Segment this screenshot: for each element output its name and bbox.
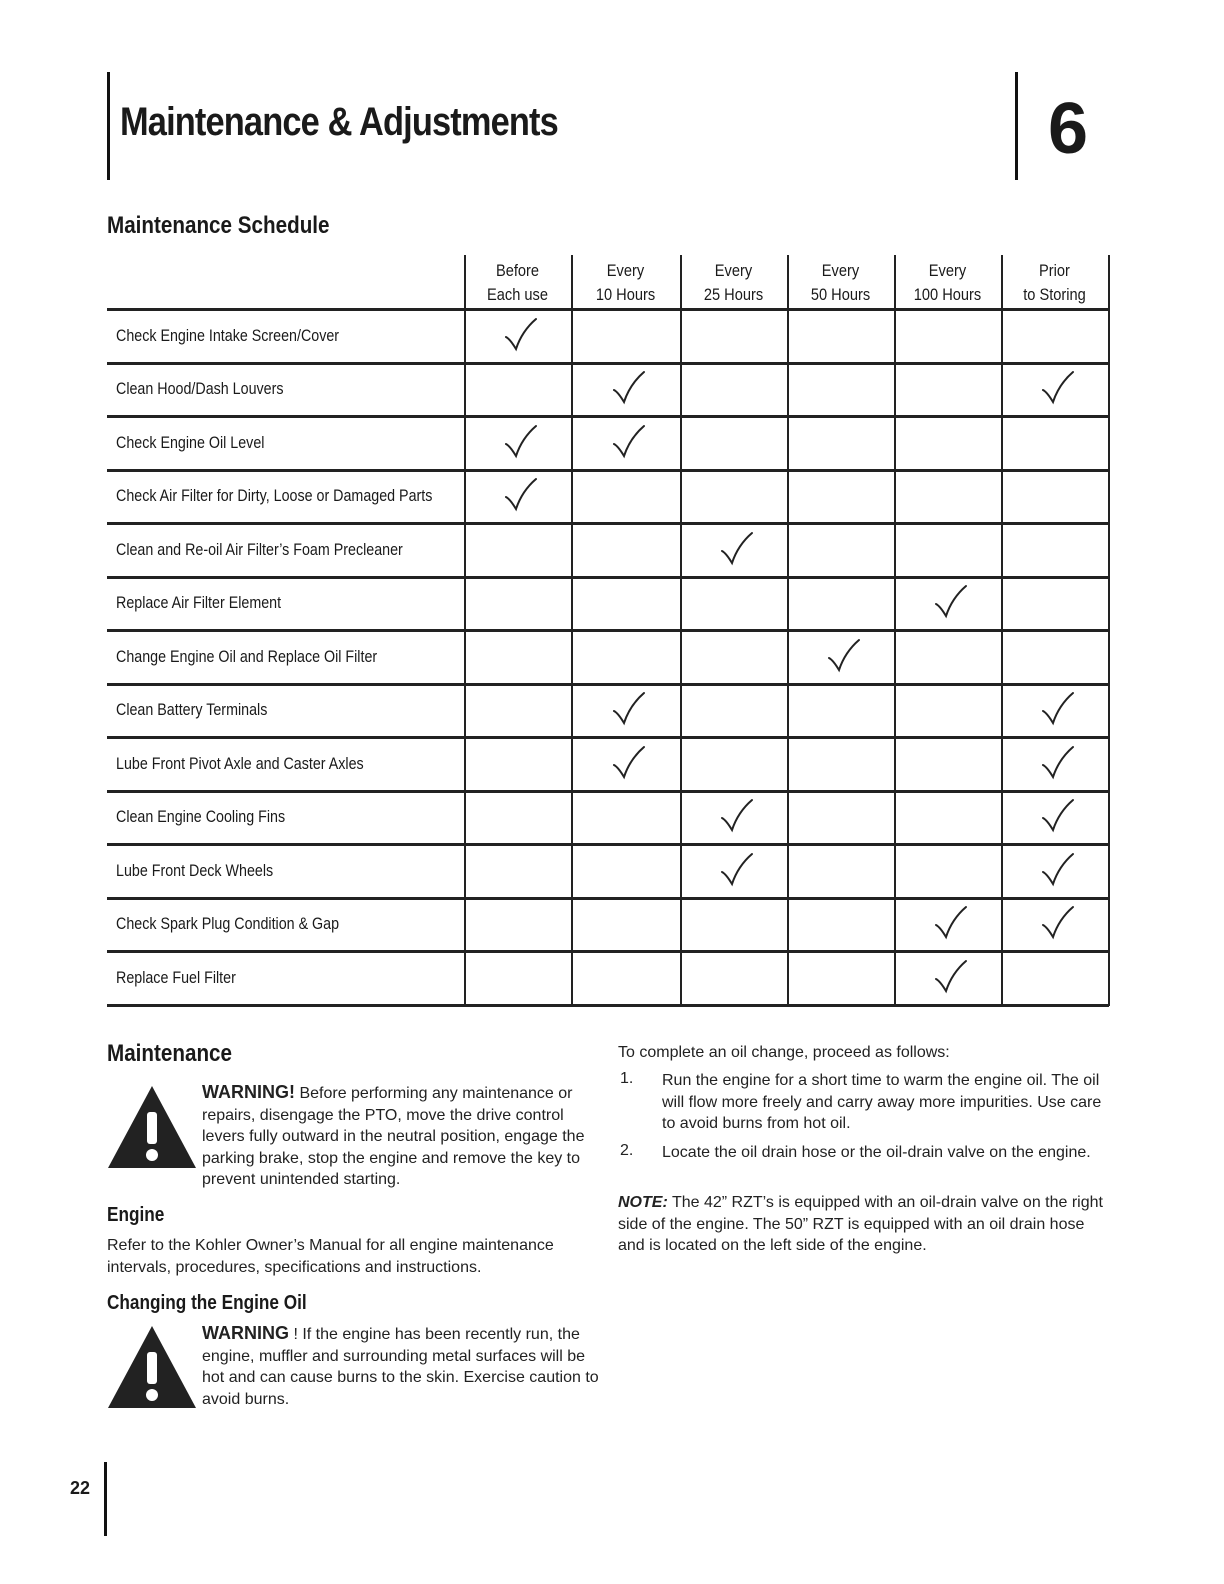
column-header-line1: Every [821,261,860,280]
table-row-label: Lube Front Pivot Axle and Caster Axles [116,753,364,773]
chapter-number: 6 [1048,89,1089,169]
checkmark-stroke [1043,747,1073,777]
table-row-rule [107,415,1109,418]
column-header-line2: 100 Hours [913,285,982,304]
checkmark-stroke [1043,372,1073,402]
checkmark-stroke [614,426,644,456]
table-row-rule [107,950,1109,953]
checkmark-stroke [1043,693,1073,723]
column-header-line1: Every [714,261,753,280]
schedule-heading: Maintenance Schedule [107,212,330,239]
table-row-label: Check Spark Plug Condition & Gap [116,914,340,934]
checkmark-icon [716,529,756,569]
table-row-rule [107,1004,1109,1007]
engine-text: Refer to the Kohler Owner’s Manual for all engine maintenance intervals, procedures, specifications and instructions. [107,1237,554,1276]
checkmark-stroke [829,640,859,670]
oil-change-heading: Changing the Engine Oil [107,1292,307,1314]
checkmark-stroke [506,319,536,349]
column-header-line2: 10 Hours [595,285,656,304]
oil-change-intro: To complete an oil change, proceed as follows: [618,1044,950,1061]
table-row-label: Replace Fuel Filter [116,967,236,987]
step-number: 2. [620,1142,634,1159]
note-label: NOTE: [618,1194,668,1211]
page-number-rule [104,1462,107,1536]
note-text: The 42” RZT’s is equipped with an oil-drain valve on the right side of the engine. The 50” RZT is equipped with an oil drain hose and is located on the left side of the engine. [618,1194,1103,1254]
checkmark-icon [608,743,648,783]
table-row-label: Change Engine Oil and Replace Oil Filter [116,646,378,666]
table-row-rule [107,469,1109,472]
table-row-rule [107,897,1109,900]
table-row-rule [107,362,1109,365]
checkmark-icon [930,957,970,997]
checkmark-icon [823,636,863,676]
warning-label: WARNING [202,1323,289,1343]
column-header-line1: Before [495,261,540,280]
table-row-label: Check Engine Intake Screen/Cover [116,325,340,345]
table-row-rule [107,843,1109,846]
engine-heading: Engine [107,1204,165,1226]
checkmark-stroke [1043,907,1073,937]
checkmark-icon [930,582,970,622]
column-header-line1: Every [928,261,967,280]
table-row-label: Check Engine Oil Level [116,432,265,452]
column-header [894,259,1001,307]
column-header [1001,259,1108,307]
checkmark-stroke [1043,854,1073,884]
checkmark-stroke [722,854,752,884]
page-number: 22 [70,1478,91,1498]
column-header [680,259,787,307]
step-number: 1. [620,1070,634,1087]
title-rule-right [1015,72,1018,180]
warning-body: Before performing any maintenance or repairs, disengage the PTO, move the drive control levers fully outward in the neutral position, engage the parking brake, stop the engine and remove the key to prevent unintended starting. [202,1085,585,1188]
checkmark-icon [1037,689,1077,729]
checkmark-stroke [1043,800,1073,830]
checkmark-icon [500,315,540,355]
column-header [464,259,571,307]
checkmark-icon [716,850,756,890]
checkmark-icon [1037,903,1077,943]
table-header-rule [107,308,1109,311]
table-row-label: Clean Hood/Dash Louvers [116,379,284,399]
note [618,1192,1110,1257]
checkmark-icon [500,475,540,515]
column-header [571,259,680,307]
checkmark-stroke [722,800,752,830]
warning-body: ! If the engine has been recently run, the engine, muffler and surrounding metal surfaces will be hot and can cause burns to the skin. Exercise caution to avoid burns. [202,1326,599,1408]
column-header-line1: Prior [1039,261,1070,280]
step-text: Locate the oil drain hose or the oil-drain valve on the engine. [662,1144,1091,1161]
warning-triangle-icon [106,1322,198,1410]
warning-triangle-icon [106,1082,198,1170]
checkmark-stroke [506,479,536,509]
table-row-label: Check Air Filter for Dirty, Loose or Damaged Parts [116,486,433,506]
table-row-rule [107,790,1109,793]
checkmark-icon [1037,850,1077,890]
column-header-line2: Each use [487,285,548,304]
warning-label: WARNING! [202,1082,295,1102]
title-rule-left [107,72,110,180]
table-row-label: Clean and Re-oil Air Filter’s Foam Precleaner [116,539,403,559]
step-text: Run the engine for a short time to warm the engine oil. The oil will flow more freely and carry away more impurities. Use care to avoid burns from hot oil. [662,1072,1102,1132]
checkmark-icon [1037,743,1077,783]
checkmark-stroke [936,586,966,616]
checkmark-stroke [506,426,536,456]
table-row-rule [107,576,1109,579]
checkmark-stroke [936,961,966,991]
checkmark-icon [716,796,756,836]
page-title: Maintenance & Adjustments [120,100,558,144]
column-header-line2: to Storing [1023,285,1086,304]
checkmark-icon [500,422,540,462]
column-header [787,259,894,307]
column-header-line2: 25 Hours [703,285,764,304]
checkmark-stroke [722,533,752,563]
column-header-line1: Every [606,261,645,280]
column-header-line2: 50 Hours [810,285,871,304]
checkmark-icon [930,903,970,943]
table-row-rule [107,736,1109,739]
table-row-rule [107,683,1109,686]
table-row-label: Lube Front Deck Wheels [116,860,274,880]
checkmark-icon [1037,796,1077,836]
checkmark-icon [608,689,648,729]
warning-hot-engine [202,1323,600,1410]
checkmark-icon [1037,368,1077,408]
checkmark-stroke [614,372,644,402]
checkmark-icon [608,368,648,408]
checkmark-stroke [614,693,644,723]
checkmark-icon [608,422,648,462]
table-row-rule [107,522,1109,525]
checkmark-stroke [936,907,966,937]
table-row-label: Clean Engine Cooling Fins [116,807,286,827]
table-row-label: Clean Battery Terminals [116,700,268,720]
table-row-label: Replace Air Filter Element [116,593,282,613]
maintenance-heading: Maintenance [107,1040,233,1067]
checkmark-stroke [614,747,644,777]
warning-maintenance [202,1082,594,1191]
table-row-rule [107,629,1109,632]
